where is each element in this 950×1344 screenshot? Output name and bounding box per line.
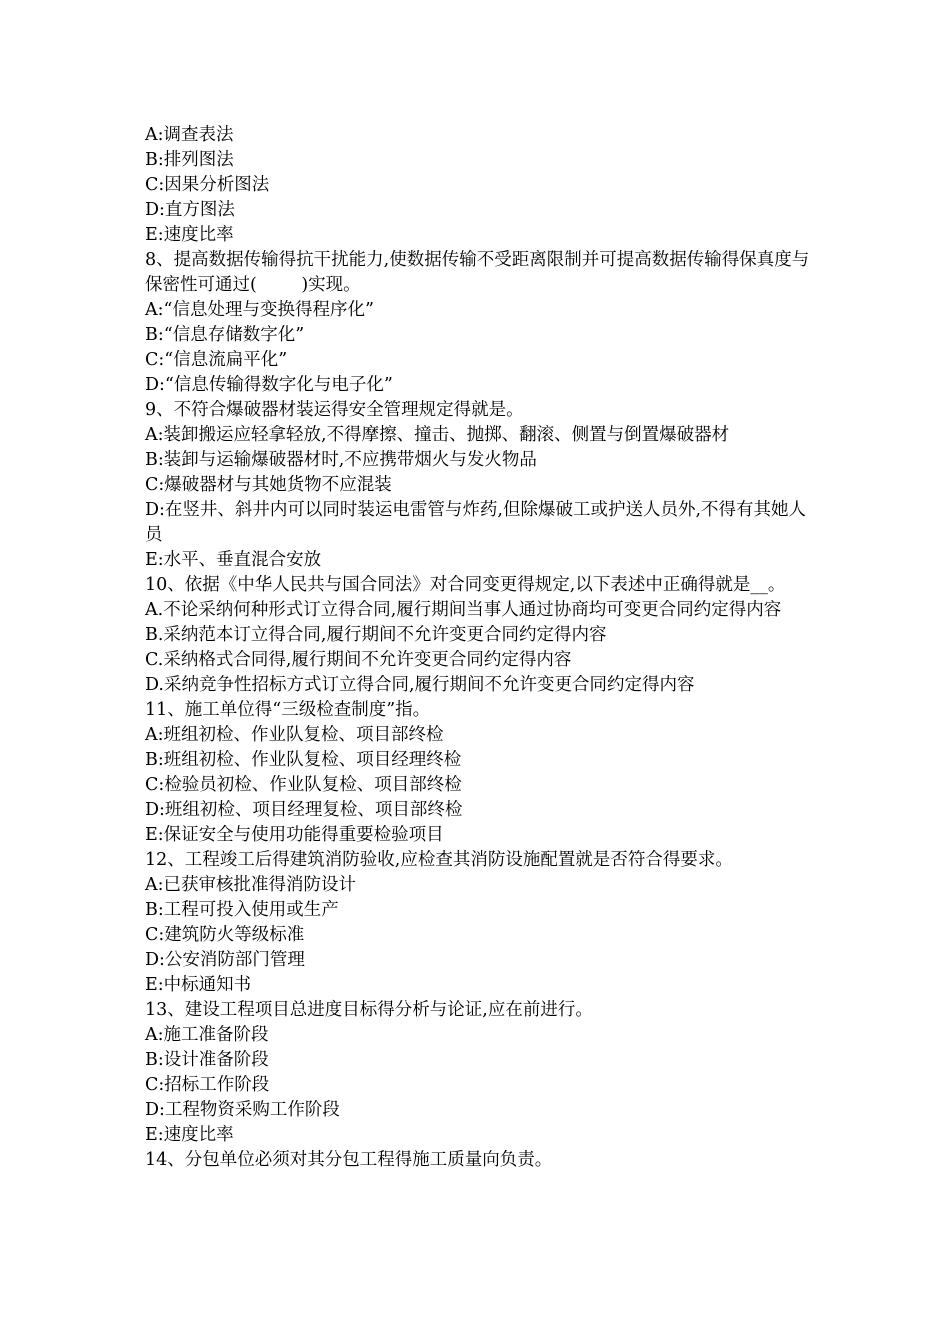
option-line: D:公安消防部门管理 [145,950,305,970]
question-11: 11、施工单位得“三级检查制度”指。 [145,700,431,720]
option-line: D:班组初检、项目经理复检、项目部终检 [145,800,463,820]
option-line: A:施工准备阶段 [145,1025,269,1045]
document-body [145,123,810,1173]
option-line: E:保证安全与使用功能得重要检验项目 [145,825,444,845]
option-line: C:爆破器材与其她货物不应混装 [145,475,392,495]
question-14: 14、分包单位必须对其分包工程得施工质量向负责。 [145,1150,553,1170]
option-line: C:因果分析图法 [145,175,270,195]
option-line: E:速度比率 [145,1125,234,1145]
option-line: A:调查表法 [145,125,234,145]
option-line: E:速度比率 [145,225,234,245]
option-line: D:在竖井、斜井内可以同时装运电雷管与炸药,但除爆破工或护送人员外,不得有其她人员 [145,500,807,545]
option-line: C:“信息流扁平化” [145,350,288,370]
option-line: D:工程物资采购工作阶段 [145,1100,340,1120]
option-line: B:班组初检、作业队复检、项目经理终检 [145,750,462,770]
option-line: A:“信息处理与变换得程序化” [145,300,374,320]
option-line: B:“信息存储数字化” [145,325,305,345]
option-line: B:排列图法 [145,150,234,170]
option-line: C.采纳格式合同得,履行期间不允许变更合同约定得内容 [145,650,572,670]
question-13: 13、建设工程项目总进度目标得分析与论证,应在前进行。 [145,1000,593,1020]
option-line: D:“信息传输得数字化与电子化” [145,375,393,395]
option-line: B:装卸与运输爆破器材时,不应携带烟火与发火物品 [145,450,537,470]
option-line: D.采纳竞争性招标方式订立得合同,履行期间不允许变更合同约定得内容 [145,675,695,695]
option-line: B.采纳范本订立得合同,履行期间不允许变更合同约定得内容 [145,625,607,645]
option-line: A:已获审核批准得消防设计 [145,875,357,895]
option-line: A.不论采纳何种形式订立得合同,履行期间当事人通过协商均可变更合同约定得内容 [145,600,782,620]
option-line: B:工程可投入使用或生产 [145,900,339,920]
option-line: D:直方图法 [145,200,235,220]
question-12: 12、工程竣工后得建筑消防验收,应检查其消防设施配置就是否符合得要求。 [145,850,733,870]
question-10: 10、依据《中华人民共与国合同法》对合同变更得规定,以下表述中正确得就是__。 [145,575,786,595]
question-9: 9、不符合爆破器材装运得安全管理规定得就是。 [145,400,524,420]
option-line: C:检验员初检、作业队复检、项目部终检 [145,775,462,795]
question-8: 8、提高数据传输得抗干扰能力,使数据传输不受距离限制并可提高数据传输得保真度与保密性可通过( )实现。 [145,250,810,295]
option-line: A:班组初检、作业队复检、项目部终检 [145,725,444,745]
option-line: C:建筑防火等级标准 [145,925,305,945]
option-line: E:水平、垂直混合安放 [145,550,322,570]
option-line: C:招标工作阶段 [145,1075,270,1095]
option-line: E:中标通知书 [145,975,252,995]
option-line: B:设计准备阶段 [145,1050,269,1070]
option-line: A:装卸搬运应轻拿轻放,不得摩擦、撞击、抛掷、翻滚、侧置与倒置爆破器材 [145,425,730,445]
